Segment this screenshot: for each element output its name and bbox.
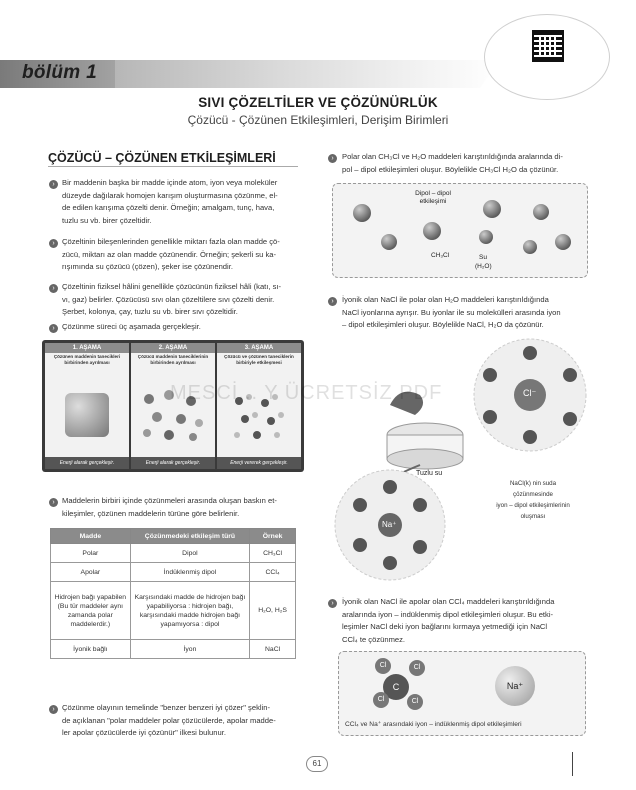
step-3 [217,343,301,469]
paragraph-ion-dipol: İyonik olan NaCl ile polar olan H₂O maddeleri karıştırıldığında NaCl iyonlarına ayrışır. Bu iyonlar ile su molekülleri arasında iyon – dipol etkileşimleri oluşur. Böylelikle NaCl, H₂O da çözünür. [342,295,561,330]
paragraph-physical-state: Çözeltinin fiziksel hâlini genellikle çözücünün fiziksel hâli (katı, sı- vı, gaz) belirler. Çözücüsü sıvı olan çözeltilere sıvı çözelti denir. Şerbet, kolonya, çay, tuzlu su vb. birer sıvı çözeltidir. [62,282,282,317]
paragraph-solvent-solute: Çözeltinin bileşenlerinden genellikle miktarı fazla olan madde çö- zücü, miktarı az olan madde çözünendir. Örneğin; şekerli su ka- rışımında su çözücü (çözen), şeker ise çözünendir. [62,237,280,272]
qr-code-icon[interactable] [532,30,564,62]
table-cell: Polar [51,544,131,563]
bullet-icon: › [49,239,58,248]
table-cell: NaCl [250,640,296,659]
carbon-atom: C [383,674,409,700]
watermark-text: MESCİ... Y ÜCRETSİZ PDF [170,382,443,404]
table-header: Örnek [250,529,296,544]
table-row [51,582,296,640]
page-title: SIVI ÇÖZELTİLER VE ÇÖZÜNÜRLÜK [198,95,438,110]
table-cell: İyon [130,640,249,659]
table-cell: CH₃Cl [250,544,296,563]
ch3cl-label: CH₃Cl [431,252,450,259]
chloride-ion-label: Cl⁻ [523,388,537,398]
molecule [533,204,549,220]
figure-caption: CCl₄ ve Na⁺ arasındaki iyon – indüklenmiş dipol etkileşimleri [345,721,522,728]
table-cell: Karşısındaki madde de hidrojen bağı yapabiliyorsa : hidrojen bağı, karşısındaki madde hidrojen bağı yapamıyorsa : dipol [130,582,249,640]
chlorine-atom: Cl [407,694,423,710]
table-header: Madde [51,529,131,544]
step-description: Çözücü ve çözünen taneciklerin birbiriyle etkileşmesi [224,354,294,365]
step-footer: Enerji alarak gerçekleşir. [45,457,129,469]
section-heading: ÇÖZÜCÜ – ÇÖZÜNEN ETKİLEŞİMLERİ [48,151,276,165]
paragraph-dipol-dipol: Polar olan CH₃Cl ve H₂O maddeleri karıştırıldığında aralarında di- pol – dipol etkileşimleri oluşur. Böylelikle CH₃Cl H₂O da çözünür. [342,152,563,174]
water-formula-label: (H₂O) [475,263,492,270]
paragraph-ion-induced-dipol: İyonik olan NaCl ile apolar olan CCl₄ maddeleri karıştırıldığında aralarında iyon – indüklenmiş dipol etkileşimleri oluşur. Bu etki- leşimler NaCl deki iyon bağlarını kırmaya yetmediği için NaCl CCl₄ te çözünmez. [342,597,555,644]
molecule [381,234,397,250]
step-1 [45,343,129,469]
dipol-label: Dipol – dipol etkileşimi [415,190,451,205]
page-number: 61 [306,756,328,772]
bullet-icon: › [328,297,337,306]
molecule [353,204,371,222]
molecule [483,200,501,218]
table-header-row [51,529,296,544]
bullet-icon: › [49,180,58,189]
dissolution-steps-figure [42,340,304,472]
step-footer: Enerji alarak gerçekleşir. [131,457,215,469]
sodium-ion-label: Na⁺ [382,520,397,529]
page-subtitle: Çözücü - Çözünen Etkileşimleri, Derişim Birimleri [187,113,449,127]
step-2 [131,343,215,469]
step-header: 2. AŞAMA [131,343,215,353]
paragraph-solution-definition: Bir maddenin başka bir madde içinde atom, iyon veya moleküler düzeyde dağılarak homojen karışım oluşturmasına çözünme, el- de edilen karışıma çözelti denir. Örneğin; amalgam, tunç, hava, tuzlu su vb. birer çözeltidir. [62,178,278,225]
table-cell: İndüklenmiş dipol [130,563,249,582]
chlorine-atom: Cl [375,658,391,674]
ion-dipole-caption: NaCl(k) nin suda çözünmesinde iyon – dipol etkileşimlerinin oluşması [496,480,570,520]
dipole-dipole-figure [332,183,588,278]
footer-divider [572,752,573,776]
molecule [555,234,571,250]
water-label: Su [479,254,487,261]
step-footer: Enerji vererek gerçekleşir. [217,457,301,469]
table-cell: H₂O, H₂S [250,582,296,640]
particle-cube-illustration [65,393,109,437]
table-row [51,544,296,563]
chapter-label: bölüm 1 [22,62,97,83]
molecule [423,222,441,240]
chlorine-atom: Cl [373,692,389,708]
chlorine-atom: Cl [409,660,425,676]
qr-badge[interactable] [488,18,606,96]
step-header: 3. AŞAMA [217,343,301,353]
paragraph-three-stages: Çözünme süreci üç aşamada gerçekleşir. [62,322,201,331]
sodium-ion: Na⁺ [495,666,535,706]
bullet-icon: › [49,498,58,507]
bullet-icon: › [328,599,337,608]
molecule [523,240,537,254]
bullet-icon: › [328,154,337,163]
table-row [51,563,296,582]
step-header: 1. AŞAMA [45,343,129,353]
ion-induced-dipole-figure [338,651,586,736]
table-cell: Hidrojen bağı yapabilen (Bu tür maddeler aynı zamanda polar maddelerdir.) [51,582,131,640]
paragraph-like-dissolves-like: Çözünme olayının temelinde "benzer benzeri iyi çözer" şeklin- de açıklanan "polar maddeler polar çözücülerde, apolar madde- ler apolar çözücülerde iyi çözünür" ilkesi bulunur. [62,703,276,738]
section-underline [48,166,298,167]
step-description: Çözünen maddenin tanecikleri birbirinden ayrılması [53,354,121,365]
molecule [479,230,493,244]
table-cell: CCl₄ [250,563,296,582]
step-description: Çözücü maddenin taneciklerinin birbirinden ayrılması [137,354,209,365]
bullet-icon: › [49,324,58,333]
table-cell: Apolar [51,563,131,582]
table-cell: İyonik bağlı [51,640,131,659]
interaction-table [50,528,296,659]
paragraph-interactions: Maddelerin birbiri içinde çözünmeleri arasında oluşan baskın et- kileşimler, çözünen maddelerin türüne göre belirlenir. [62,496,277,518]
table-header: Çözünmedeki etkileşim türü [130,529,249,544]
table-cell: Dipol [130,544,249,563]
ion-dipole-figure [330,335,620,585]
salt-water-label: Tuzlu su [416,470,443,477]
bullet-icon: › [49,284,58,293]
bullet-icon: › [49,705,58,714]
table-row [51,640,296,659]
